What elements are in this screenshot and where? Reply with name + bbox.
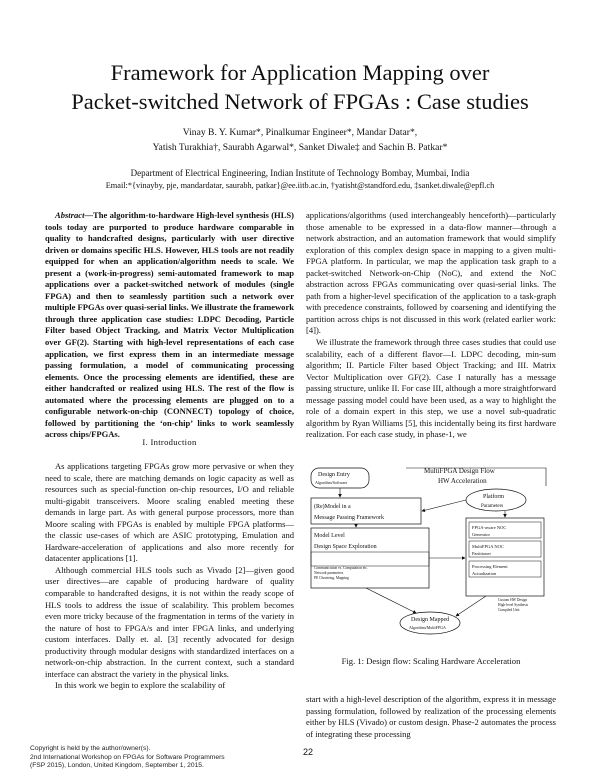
- design-entry-sublabel: Algorithm/Software: [315, 480, 348, 485]
- custom-hw-line-3: Compiled Unit: [498, 608, 520, 612]
- remodel-line-2: Message Passing Framework: [314, 515, 384, 521]
- title-line-1: Framework for Application Mapping over: [110, 60, 490, 85]
- footer-line-2: 2nd International Workshop on FPGAs for Software Programmers: [30, 753, 225, 761]
- intro-paragraph-1: As applications targeting FPGAs grow more pervasive or when they need to scale, there are matching demands on logic capacity as well as resources such as special-function on-chip resources, I/O and reliable multi-gigabit transceivers. Moore scaling enabled meeting these demands in large part. As with general purpose processors, more than Moore scaling with FPGAs is enabled by multiple FPGA platforms—the classic use-cases of which are ASIC prototyping, Emulation and Hardware-acceleration of applications and also more recently for datacenter applications [1].: [45, 461, 294, 564]
- dse-note-1: Communication vs. Computation etc.: [314, 566, 368, 570]
- design-mapped-line-1: Design Mapped: [411, 617, 450, 623]
- abstract: [45, 210, 294, 441]
- design-flow-figure: [306, 466, 556, 646]
- dse-label: Design Space Exploration: [314, 544, 377, 550]
- noc-generator-line-1: FPGA-aware NOC: [472, 525, 507, 530]
- intro-right-column: [306, 210, 556, 441]
- authors-line-1: Vinay B. Y. Kumar*, Pinalkumar Engineer*, Mandar Datar*,: [182, 127, 418, 138]
- paper-title: [30, 58, 570, 116]
- noc-generator-line-2: Generator: [472, 532, 490, 537]
- intro-paragraph-3-cont: applications/algorithms (used interchangeably henceforth)—particularly those amenable to be expressed in a data-flow manner—through a network abstraction, and an automation framework that would simplify exploration of this complex design space in mapping to a given multi-FPGA platform. In particular, we map the application task graph to a packet-switched Network-on-Chip (NoC), and extend the NoC abstraction across FPGAs communicating over quasi-serial links. The path from a higher-level specification of the application to a task-graph with precedence constraints, followed by coarsening and identifying the partition across chips is not discussed in this work (related earlier work: [4]).: [306, 210, 556, 336]
- partitioner-line-2: Partitioner: [472, 551, 491, 556]
- remodel-node: [311, 498, 421, 524]
- design-mapped-line-2: Algorithm/MultiFPGA: [409, 625, 446, 630]
- page-number: 22: [302, 747, 313, 757]
- flow-header: [424, 467, 496, 485]
- copyright-footer: [30, 745, 330, 771]
- flow-header-line-1: MultiFPGA Design Flow: [424, 467, 495, 475]
- noc-tools-node: [466, 518, 544, 596]
- dse-note-3: PE Clustering, Mapping: [314, 576, 349, 580]
- title-line-2: Packet-switched Network of FPGAs : Case studies: [71, 89, 529, 114]
- dse-note-2: Network parameters: [314, 571, 344, 575]
- dse-node: [311, 528, 429, 588]
- custom-hw-line-1: Custom HW Design: [498, 598, 528, 602]
- design-entry-label: Design Entry: [318, 472, 350, 478]
- pe-actualization-line-2: Actualization: [472, 571, 497, 576]
- intro-paragraph-4: We illustrate the framework through three cases studies that could use scalability, each of a different flavor—I. LDPC decoding, min-sum algorithm; II. Particle Filter based Object Tracking; and III. Matrix Vector Multiplication over GF(2). Case I naturally has a message passing structure, unlike II. For case III, although a more straightforward message passing model could have been used, as a way to highlight the role of a domain expert in this step, we use a novel sub-quadratic algorithm by Ryan Williams [5], this incidentally being its first hardware realization. For each case study, in phase-1, we: [306, 337, 556, 440]
- figure-caption: Fig. 1: Design flow: Scaling Hardware Acceleration: [341, 656, 521, 666]
- partitioner-line-1: MultiFPGA NOC: [472, 544, 504, 549]
- email-line: Email:*{vinayby, pje, mandardatar, saurabh, patkar}@ee.iitb.ac.in, †yatisht@standford.edu, ‡sanket.diwale@epfl.ch: [105, 181, 495, 190]
- affiliation: Department of Electrical Engineering, Indian Institute of Technology Bombay, Mumbai, India: [130, 168, 470, 178]
- section-heading: I. Introduction: [142, 437, 197, 447]
- design-entry-node: [311, 468, 369, 488]
- custom-hw-line-2: High-level Synthesis: [498, 603, 529, 607]
- intro-paragraph-3: In this work we begin to explore the scalability of: [55, 680, 226, 691]
- abstract-label: Abstract: [55, 210, 85, 220]
- abstract-text: —The algorithm-to-hardware High-level synthesis (HLS) tools today are purported to produce hardware comparable in quality to handcrafted designs, particularly with user directive driven or domains specific HLS. However, HLS tools are not readily equipped for when an application/algorithm needs to scale. We present a (work-in-progress) semi-automated framework to map applications over a packet-switched network of modules (single FPGA) and then to seamlessly partition such a network over multiple FPGAs over quasi-serial links. We illustrate the framework through three application case studies: LDPC Decoding, Particle Filter based Object Tracking, and Matrix Vector Multiplication over GF(2). Starting with high-level representations of each case application, we first express them in an intermediate message passing formulation, a model of communicating processing elements. Once the processing elements are identified, these are either handcrafted or realized using HLS. The rest of the flow is automated where the processing elements are plugged on to a configurable network-on-chip (CONNECT) topology of choice, followed by partitioning the ‘on-chip’ links to work seamlessly across chips/FPGAs.: [45, 210, 294, 440]
- platform-node: [466, 489, 526, 511]
- pe-actualization-line-1: Processing Element: [472, 564, 508, 569]
- intro-paragraph-5: start with a high-level description of the algorithm, express it in message passing formulation, followed by realization of the processing elements either by HLS (Vivado) or custom design. Phase-2 automates the process of integrating these processing: [306, 694, 556, 739]
- intro-right-column-bottom: [306, 694, 556, 740]
- flow-header-line-2: HW Acceleration: [438, 477, 487, 485]
- authors-line-2: Yatish Turakhia†, Saurabh Agarwal*, Sanket Diwale‡ and Sachin B. Patkar*: [152, 142, 448, 153]
- intro-left-column: [45, 461, 294, 692]
- intro-paragraph-2: Although commercial HLS tools such as Vivado [2]—given good user directives—are capable of producing hardware of quality comparable to handcrafted designs, it is not within the ready scope of HLS tools to address the issue of scalability. This problem becomes even more tricky because of the fragmentation in terms of the variety in the nature of host to FPGA/s and inter FPGA links, and underlying custom interfaces. Dally et. al. [3] recently advocated for design productivity through modular designs with standardized interfaces on a network-on-chip abstraction. In the current context, such a standard interface can abstract the variety in the physical links.: [45, 564, 294, 679]
- flow-arrows: [340, 468, 546, 616]
- remodel-line-1: (Re)Model in a: [314, 504, 351, 510]
- platform-sublabel: Parameters: [481, 504, 504, 509]
- design-mapped-node: [400, 612, 460, 634]
- custom-hw-note: [498, 598, 529, 612]
- footer-line-3: (FSP 2015), London, United Kingdom, September 1, 2015.: [30, 762, 204, 770]
- model-level-label: Model Level: [314, 533, 345, 539]
- platform-label: Platform: [483, 494, 504, 500]
- footer-line-1: Copyright is held by the author/owner(s).: [30, 745, 151, 752]
